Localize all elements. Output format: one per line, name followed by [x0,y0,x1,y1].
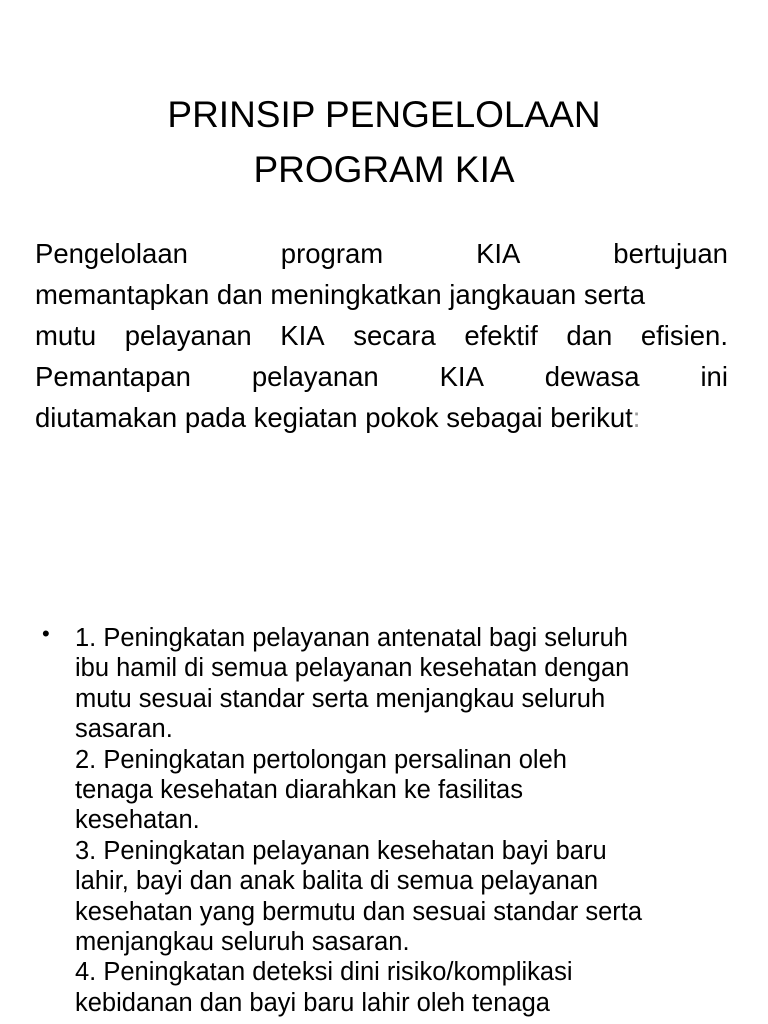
intro-word: ini [700,361,728,392]
intro-line-2: memantapkan dan meningkatkan jangkauan serta [35,279,645,310]
intro-word: bertujuan [613,238,728,269]
intro-word: dan [566,320,613,351]
list-line: sasaran. [75,715,173,744]
intro-word: pelayanan [251,361,379,392]
intro-line-3 [35,322,728,350]
intro-word: mutu [35,320,97,351]
intro-line-5 [35,404,728,432]
bullet-marker: • [42,621,50,646]
intro-word: pelayanan [124,320,252,351]
list-line: kesehatan. [75,806,200,835]
intro-word: efisien. [640,320,728,351]
intro-word: secara [353,320,436,351]
slide-title-line-1: PRINSIP PENGELOLAAN [167,94,601,135]
list-line: 1. Peningkatan pelayanan antenatal bagi seluruh [75,624,628,652]
intro-word: program [280,238,384,269]
intro-word: Pemantapan [35,361,191,392]
intro-line-1 [35,240,728,268]
list-line: kebidanan dan bayi baru lahir oleh tenaga [75,988,550,1017]
intro-word: KIA [476,238,521,269]
intro-word: dewasa [544,361,640,392]
list-line: menjangkau seluruh sasaran. [75,927,410,956]
list-line: mutu sesuai standar serta menjangkau seluruh [75,684,606,713]
intro-line-5-text: diutamakan pada kegiatan pokok sebagai berikut [35,402,633,433]
list-line: lahir, bayi dan anak balita di semua pelayanan [75,867,599,896]
list-line: tenaga kesehatan diarahkan ke fasilitas [75,775,523,804]
list-line: 3. Peningkatan pelayanan kesehatan bayi baru [75,836,607,865]
intro-word: KIA [280,320,325,351]
intro-colon: : [632,402,641,433]
intro-word: KIA [439,361,484,392]
activities-list [75,623,755,1018]
list-line: ibu hamil di semua pelayanan kesehatan dengan [75,654,630,683]
intro-word: Pengelolaan [35,238,188,269]
list-line: 2. Peningkatan pertolongan persalinan oleh [75,745,567,774]
intro-line-4 [35,363,728,391]
list-line: kesehatan yang bermutu dan sesuai standar serta [75,897,643,926]
intro-word: efektif [464,320,538,351]
slide-title-line-2: PROGRAM KIA [253,149,515,190]
list-line: 4. Peningkatan deteksi dini risiko/komplikasi [75,958,573,987]
